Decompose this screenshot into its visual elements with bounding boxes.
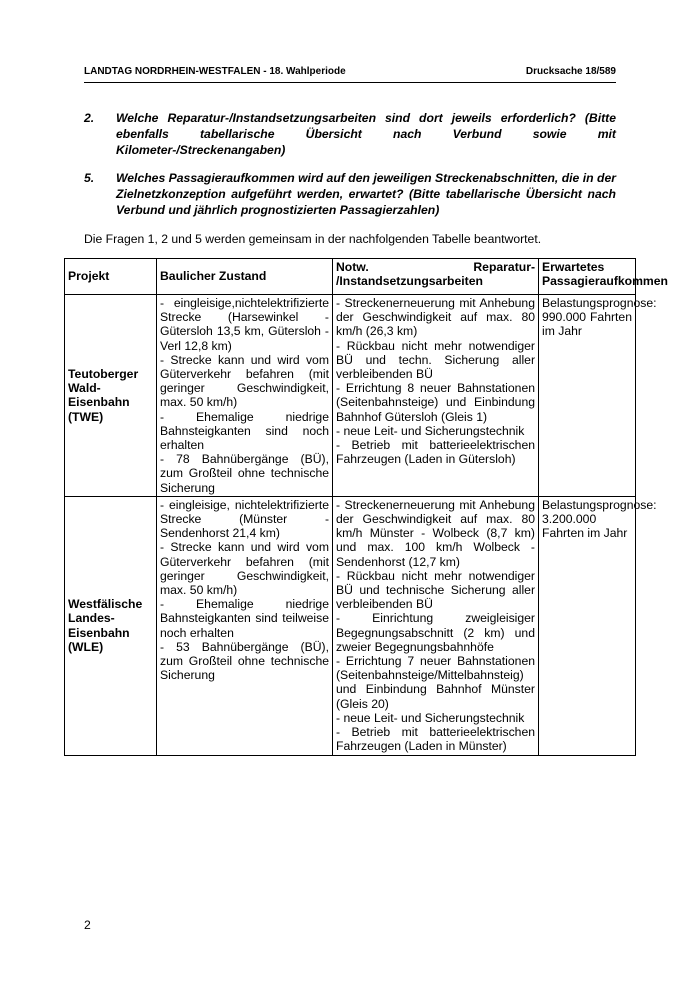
- question-number: 2.: [84, 111, 95, 125]
- page-header: [84, 66, 616, 77]
- cell-bullet-line: - Errichtung 8 neuer Bahnstationen (Seitenbahnsteige) und Einbindung Bahnhof Gütersloh (Gleis 1): [336, 381, 535, 424]
- condition-cell: [157, 295, 333, 497]
- passengers-cell: Belastungsprognose: 3.200.000 Fahrten im Jahr: [539, 496, 636, 755]
- cell-bullet-line: - Betrieb mit batterieelektrischen Fahrzeugen (Laden in Gütersloh): [336, 438, 535, 467]
- question-text: Welche Reparatur-/Instandsetzungsarbeiten sind dort jeweils erforderlich? (Bitte ebenfalls tabellarische Übersicht nach Verbund sowie mit Kilometer-/Streckenangaben): [116, 111, 616, 157]
- works-cell: [333, 496, 539, 755]
- project-cell: Teutoberger Wald-Eisenbahn (TWE): [65, 295, 157, 497]
- cell-bullet-line: - Ehemalige niedrige Bahnsteigkanten sind teilweise noch erhalten: [160, 597, 329, 640]
- cell-bullet-line: - neue Leit- und Sicherungstechnik: [336, 710, 525, 725]
- cell-bullet-line: - Einrichtung zweigleisiger Begegnungsabschnitt (2 km) und zweier Begegnungsbahnhöfe: [336, 611, 535, 654]
- intro-paragraph: Die Fragen 1, 2 und 5 werden gemeinsam in der nachfolgenden Tabelle beantwortet.: [84, 232, 542, 246]
- cell-bullet-line: - 53 Bahnübergänge (BÜ), zum Großteil ohne technische Sicherung: [160, 639, 329, 683]
- cell-bullet-line: - Streckenerneuerung mit Anhebung der Geschwindigkeit auf max. 80 km/h Münster - Wolbeck (8,7 km) und max. 100 km/h Wolbeck - Sendenhorst (12,7 km): [336, 497, 535, 569]
- header-passengers: [539, 259, 668, 295]
- header-passengers-line1: Erwartetes: [542, 260, 605, 274]
- cell-bullet-line: - 78 Bahnübergänge (BÜ), zum Großteil ohne technische Sicherung: [160, 452, 329, 495]
- cell-bullet-line: - Rückbau nicht mehr notwendiger BÜ und techn. Sicherung aller verbleibenden BÜ: [336, 338, 535, 382]
- header-passengers-line2: Passagieraufkommen: [542, 274, 668, 289]
- cell-bullet-line: - eingleisige, nichtelektrifizierte Strecke (Münster - Sendenhorst 21,4 km): [160, 497, 329, 541]
- cell-bullet-line: - Strecke kann und wird vom Güterverkehr befahren (mit geringer Geschwindigkeit, max. 50 km/h): [160, 540, 329, 598]
- header-project: Projekt: [65, 259, 157, 295]
- cell-bullet-line: - neue Leit- und Sicherungstechnik: [336, 423, 525, 438]
- table-row: [65, 295, 636, 497]
- table-header-row: [65, 259, 636, 295]
- page-number: 2: [84, 918, 91, 932]
- document-number: Drucksache 18/589: [525, 66, 616, 77]
- project-cell: Westfälische Landes-Eisenbahn (WLE): [65, 496, 157, 755]
- cell-bullet-line: - Errichtung 7 neuer Bahnstationen (Seitenbahnsteige/Mittelbahnsteig) und Einbindung Bahnhof Münster (Gleis 20): [336, 654, 535, 711]
- header-works: [333, 259, 539, 295]
- header-condition: Baulicher Zustand: [157, 259, 333, 295]
- question-5: [84, 170, 616, 218]
- cell-bullet-line: - Rückbau nicht mehr notwendiger BÜ und technische Sicherung aller verbleibenden BÜ: [336, 568, 535, 612]
- header-works-line1: Notw. Reparatur-: [336, 260, 535, 274]
- cell-bullet-line: - Ehemalige niedrige Bahnsteigkanten sind noch erhalten: [160, 409, 329, 453]
- cell-bullet-line: - Betrieb mit batterieelektrischen Fahrzeugen (Laden in Münster): [336, 725, 535, 754]
- condition-cell: [157, 496, 333, 755]
- answer-table: [64, 258, 668, 756]
- header-works-line2: /Instandsetzungsarbeiten: [336, 274, 483, 289]
- question-text: Welches Passagieraufkommen wird auf den jeweiligen Streckenabschnitten, die in der Zielnetzkonzeption aufgeführt werden, erwartet? (Bitte tabellarische Übersicht nach Verbund und jährlich prognostizierten Passagierzahlen): [116, 171, 616, 217]
- question-2: [84, 110, 616, 158]
- cell-bullet-line: - eingleisige,nichtelektrifizierte Strecke (Harsewinkel - Gütersloh 13,5 km, Gütersloh - Verl 12,8 km): [160, 296, 329, 353]
- works-cell: [333, 295, 539, 497]
- question-number: 5.: [84, 171, 95, 185]
- cell-bullet-line: - Streckenerneuerung mit Anhebung der Geschwindigkeit auf max. 80 km/h (26,3 km): [336, 296, 535, 339]
- table-row: [65, 496, 636, 755]
- cell-bullet-line: - Strecke kann und wird vom Güterverkehr befahren (mit geringer Geschwindigkeit, max. 50 km/h): [160, 352, 329, 410]
- header-title: LANDTAG NORDRHEIN-WESTFALEN - 18. Wahlperiode: [84, 66, 346, 77]
- passengers-cell: Belastungsprognose: 990.000 Fahrten im Jahr: [539, 295, 636, 497]
- header-divider: [84, 82, 616, 83]
